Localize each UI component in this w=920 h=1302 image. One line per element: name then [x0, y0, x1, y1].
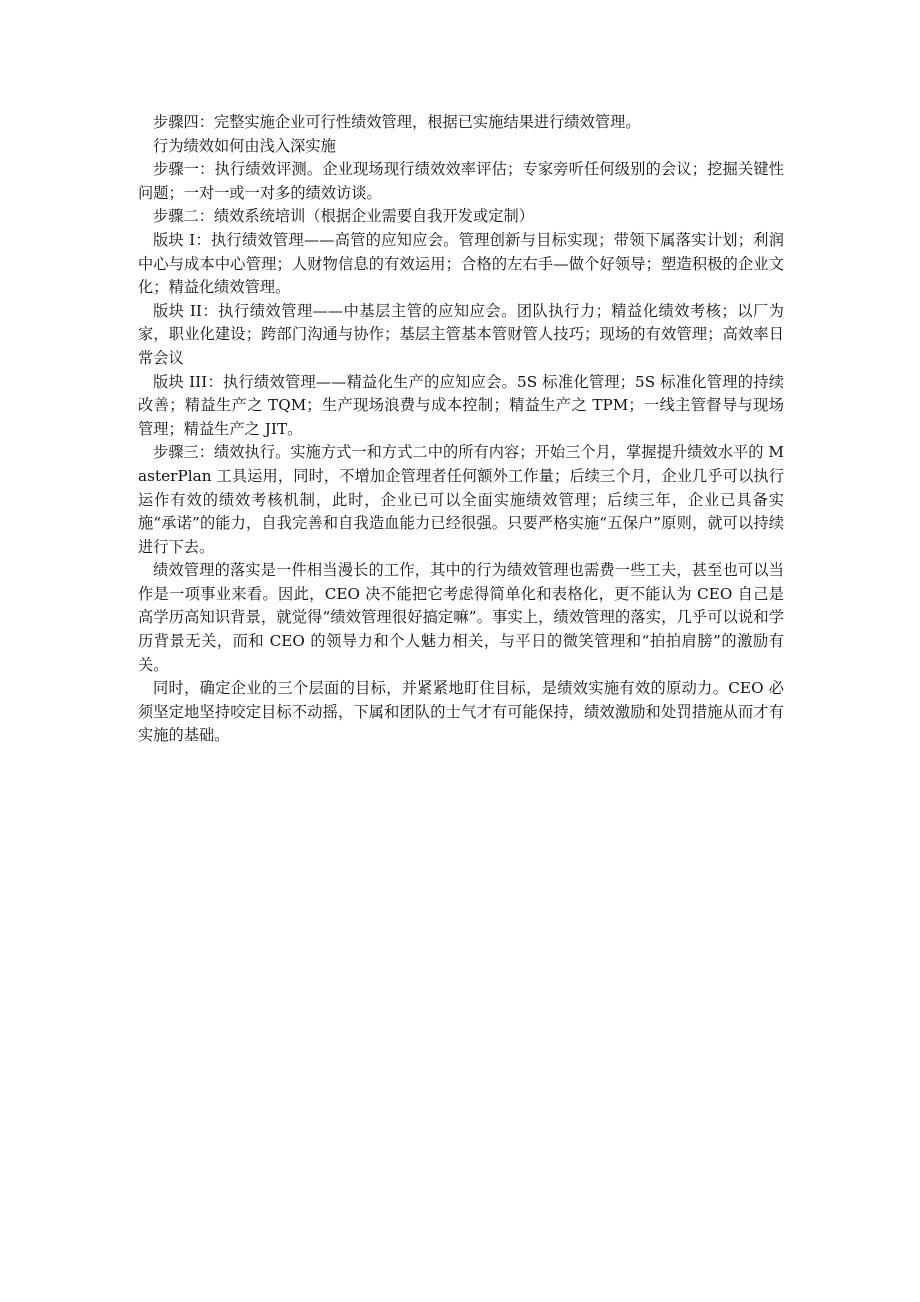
paragraph-section-heading: 行为绩效如何由浅入深实施	[153, 136, 336, 155]
paragraph-module-one: 版块 I：执行绩效管理——高管的应知应会。管理创新与目标实现；带领下属落实计划；利润中心与成本中心管理；人财物信息的有效运用；合格的左右手—做个好领导；塑造积极的企业文化；精益化绩效管理。	[138, 230, 784, 297]
paragraph-step-one: 步骤一：执行绩效评测。企业现场现行绩效效率评估；专家旁听任何级别的会议；挖掘关键性问题；一对一或一对多的绩效访谈。	[138, 160, 784, 202]
paragraph-module-three: 版块 III：执行绩效管理——精益化生产的应知应会。5S 标准化管理；5S 标准化管理的持续改善；精益生产之 TQM；生产现场浪费与成本控制；精益生产之 TPM；一线主管督导与现场管理；精益生产之 JIT。	[138, 372, 784, 438]
paragraph-step-two: 步骤二：绩效系统培训（根据企业需要自我开发或定制）	[153, 207, 534, 226]
paragraph-module-two: 版块 II：执行绩效管理——中基层主管的应知应会。团队执行力；精益化绩效考核；以厂为家，职业化建设；跨部门沟通与协作；基层主管基本管财管人技巧；现场的有效管理；高效率日常会议	[138, 301, 784, 367]
paragraph-implementation-note: 绩效管理的落实是一件相当漫长的工作，其中的行为绩效管理也需费一些工夫，甚至也可以当作是一项事业来看。因此，CEO 决不能把它考虑得简单化和表格化，更不能认为 CEO 自己是高学历高知识背景，就觉得“绩效管理很好搞定嘛”。事实上，绩效管理的落实，几乎可以说和学历背景无关，而和 CEO 的领导力和个人魅力相关，与平日的微笑管理和“拍拍肩膀”的激励有关。	[138, 561, 784, 674]
document-body	[138, 111, 784, 748]
paragraph-step-four: 步骤四：完整实施企业可行性绩效管理，根据已实施结果进行绩效管理。	[153, 113, 641, 131]
paragraph-step-three: 步骤三：绩效执行。实施方式一和方式二中的所有内容；开始三个月，掌握提升绩效水平的 MasterPlan 工具运用，同时，不增加企管理者任何额外工作量；后续三个月，企业几乎可以执行运作有效的绩效考核机制，此时，企业已可以全面实施绩效管理；后续三年，企业已具备实施“承诺”的能力，自我完善和自我造血能力已经很强。只要严格实施“五保户”原则，就可以持续进行下去。	[138, 443, 784, 556]
paragraph-conclusion: 同时，确定企业的三个层面的目标，并紧紧地盯住目标，是绩效实施有效的原动力。CEO 必须坚定地坚持咬定目标不动摇，下属和团队的士气才有可能保持，绩效激励和处罚措施从而才有实施的基础。	[138, 679, 784, 745]
